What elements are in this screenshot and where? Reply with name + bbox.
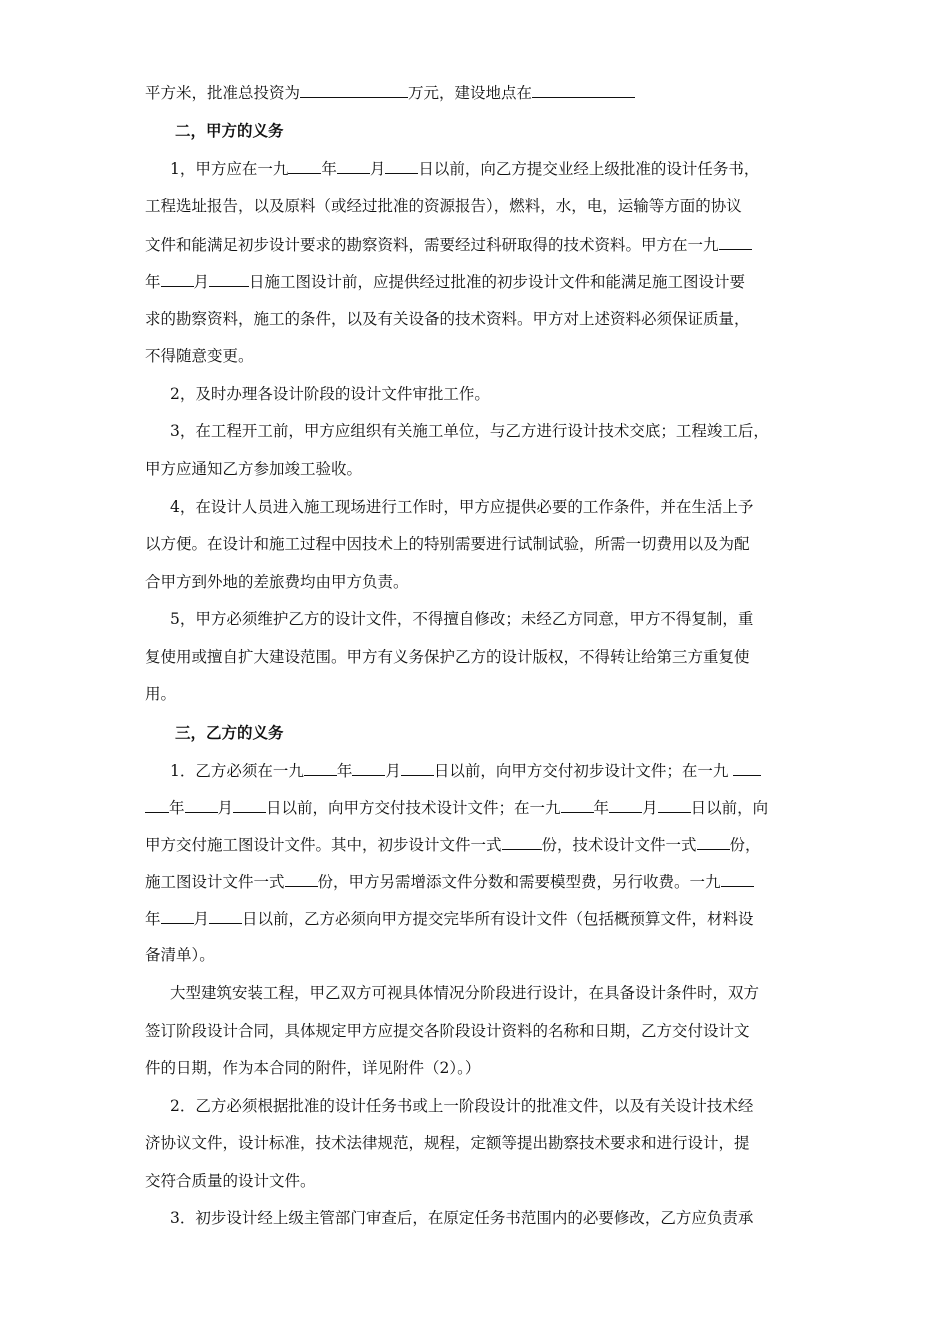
text-line [145,871,754,892]
text-segment: 4，在设计人员进入施工现场进行工作时，甲方应提供必要的工作条件，并在生活上予 [170,498,754,516]
text-segment: 5，甲方必须维护乙方的设计文件，不得擅自修改；未经乙方同意，甲方不得复制，重 [170,610,754,628]
text-segment: 月 [642,799,658,817]
text-segment: 年 [145,273,161,291]
text-segment: 二，甲方的义务 [175,121,284,140]
text-segment: 复使用或擅自扩大建设范围。甲方有义务保护乙方的设计版权，不得转让给第三方重复使 [145,648,750,666]
text-line [145,309,750,329]
blank-fill-line [658,797,691,813]
text-segment: 合甲方到外地的差旅费均由甲方负责。 [145,573,409,591]
text-segment: 日以前，向 [690,799,769,817]
blank-fill-line [209,271,249,287]
text-line [170,760,761,781]
blank-fill-line [161,271,194,287]
text-segment: 月 [369,160,386,178]
text-segment: 求的勘察资料，施工的条件，以及有关设备的技术资料。甲方对上述资料必须保证质量， [145,310,750,328]
text-line [145,684,176,704]
text-segment: 签订阶段设计合同，具体规定甲方应提交各阶段设计资料的名称和日期，乙方交付设计文 [145,1022,750,1040]
section-heading [175,121,284,141]
text-segment: 日以前，向乙方提交业经上级批准的设计任务书， [418,160,760,178]
text-segment: 甲方应通知乙方参加竣工验收。 [145,460,363,478]
blank-fill-line [502,834,542,850]
text-segment: 3，在工程开工前，甲方应组织有关施工单位，与乙方进行设计技术交底；工程竣工后， [170,422,769,440]
blank-fill-line [304,760,337,776]
blank-fill-line [161,908,194,924]
text-line [145,234,752,255]
text-segment: 文件和能满足初步设计要求的勘察资料，需要经过科研取得的技术资料。甲方在一九 [145,236,719,254]
text-segment: 施工图设计文件一式 [145,873,285,891]
text-line [145,647,750,667]
text-line [145,1021,750,1041]
text-segment: 日以前，乙方必须向甲方提交完毕所有设计文件（包括概预算文件，材料设 [242,910,754,928]
text-segment: 日施工图设计前，应提供经过批准的初步设计文件和能满足施工图设计要 [249,273,746,291]
text-segment: 交符合质量的设计文件。 [145,1172,316,1190]
text-segment: 年 [336,762,353,780]
blank-fill-line [385,158,418,174]
blank-fill-line [561,797,594,813]
blank-fill-line [337,158,370,174]
text-line [170,983,759,1003]
text-line [145,1171,316,1191]
text-segment: 1，甲方应在一九 [170,160,289,178]
blank-fill-line [401,760,434,776]
blank-fill-line [300,82,408,98]
text-segment: 甲方交付施工图设计文件。其中，初步设计文件一式 [145,836,502,854]
text-line [170,384,490,404]
text-line [145,196,742,216]
text-line [145,1058,480,1078]
text-segment: 用。 [145,685,177,703]
text-line [145,908,754,929]
text-segment: 平方米，批准总投资为 [145,84,301,102]
text-line [145,1133,750,1153]
blank-fill-line [719,234,752,250]
text-line [170,609,753,629]
text-segment: 大型建筑安装工程，甲乙双方可视具体情况分阶段进行设计，在具备设计条件时，双方 [170,984,760,1002]
blank-fill-line [532,82,635,98]
text-segment: 件的日期，作为本合同的附件，详见附件（2）。） [145,1059,481,1077]
section-heading [175,723,284,743]
text-segment: 月 [193,910,210,928]
blank-fill-line [233,797,266,813]
blank-fill-line [721,871,754,887]
text-segment: 年 [593,799,610,817]
blank-fill-line [288,158,321,174]
text-line [170,1096,753,1116]
blank-fill-line [352,760,385,776]
text-line [145,797,768,818]
text-segment: 年 [169,799,185,817]
text-segment: 份， [729,836,761,854]
text-line [170,158,759,179]
text-segment: 1．乙方必须在一九 [170,762,304,780]
text-segment: 万元，建设地点在 [408,84,533,102]
text-line [170,421,769,441]
blank-fill-line [185,797,218,813]
text-segment: 以方便。在设计和施工过程中因技术上的特别需要进行试制试验，所需一切费用以及为配 [145,535,750,553]
text-segment: 工程选址报告，以及原料（或经过批准的资源报告），燃料，水，电，运输等方面的协议 [145,197,742,215]
text-line [145,459,362,479]
blank-fill-line [697,834,730,850]
text-line [145,82,635,103]
text-line [145,945,215,965]
text-segment: 2．乙方必须根据批准的设计任务书或上一阶段设计的批准文件，以及有关设计技术经 [170,1097,754,1115]
text-line [170,1208,753,1228]
text-segment: 日以前，向甲方交付技术设计文件；在一九 [266,799,561,817]
text-segment: 月 [385,762,401,780]
text-line [145,534,750,554]
text-segment: 3．初步设计经上级主管部门审查后，在原定任务书范围内的必要修改，乙方应负责承 [170,1209,754,1227]
text-segment: 份，甲方另需增添文件分数和需要模型费，另行收费。一九 [317,873,721,891]
text-segment: 年 [321,160,337,178]
blank-fill-line [733,760,761,776]
blank-fill-line [285,871,318,887]
text-segment: 不得随意变更。 [145,347,254,365]
text-segment: 2，及时办理各设计阶段的设计文件审批工作。 [170,385,490,403]
text-segment: 月 [193,273,210,291]
text-line [145,346,254,366]
blank-fill-line [145,797,169,813]
text-segment: 济协议文件，设计标准，技术法律规范，规程，定额等提出勘察技术要求和进行设计，提 [145,1134,750,1152]
text-line [170,497,753,517]
text-segment: 备清单）。 [145,946,215,964]
blank-fill-line [209,908,242,924]
text-segment: 月 [217,799,234,817]
blank-fill-line [609,797,642,813]
text-segment: 日以前，向甲方交付初步设计文件；在一九 [433,762,734,780]
text-line [145,271,745,292]
text-line [145,834,761,855]
text-segment: 份，技术设计文件一式 [541,836,697,854]
text-segment: 年 [145,910,161,928]
text-line [145,572,409,592]
text-segment: 三，乙方的义务 [175,723,284,742]
